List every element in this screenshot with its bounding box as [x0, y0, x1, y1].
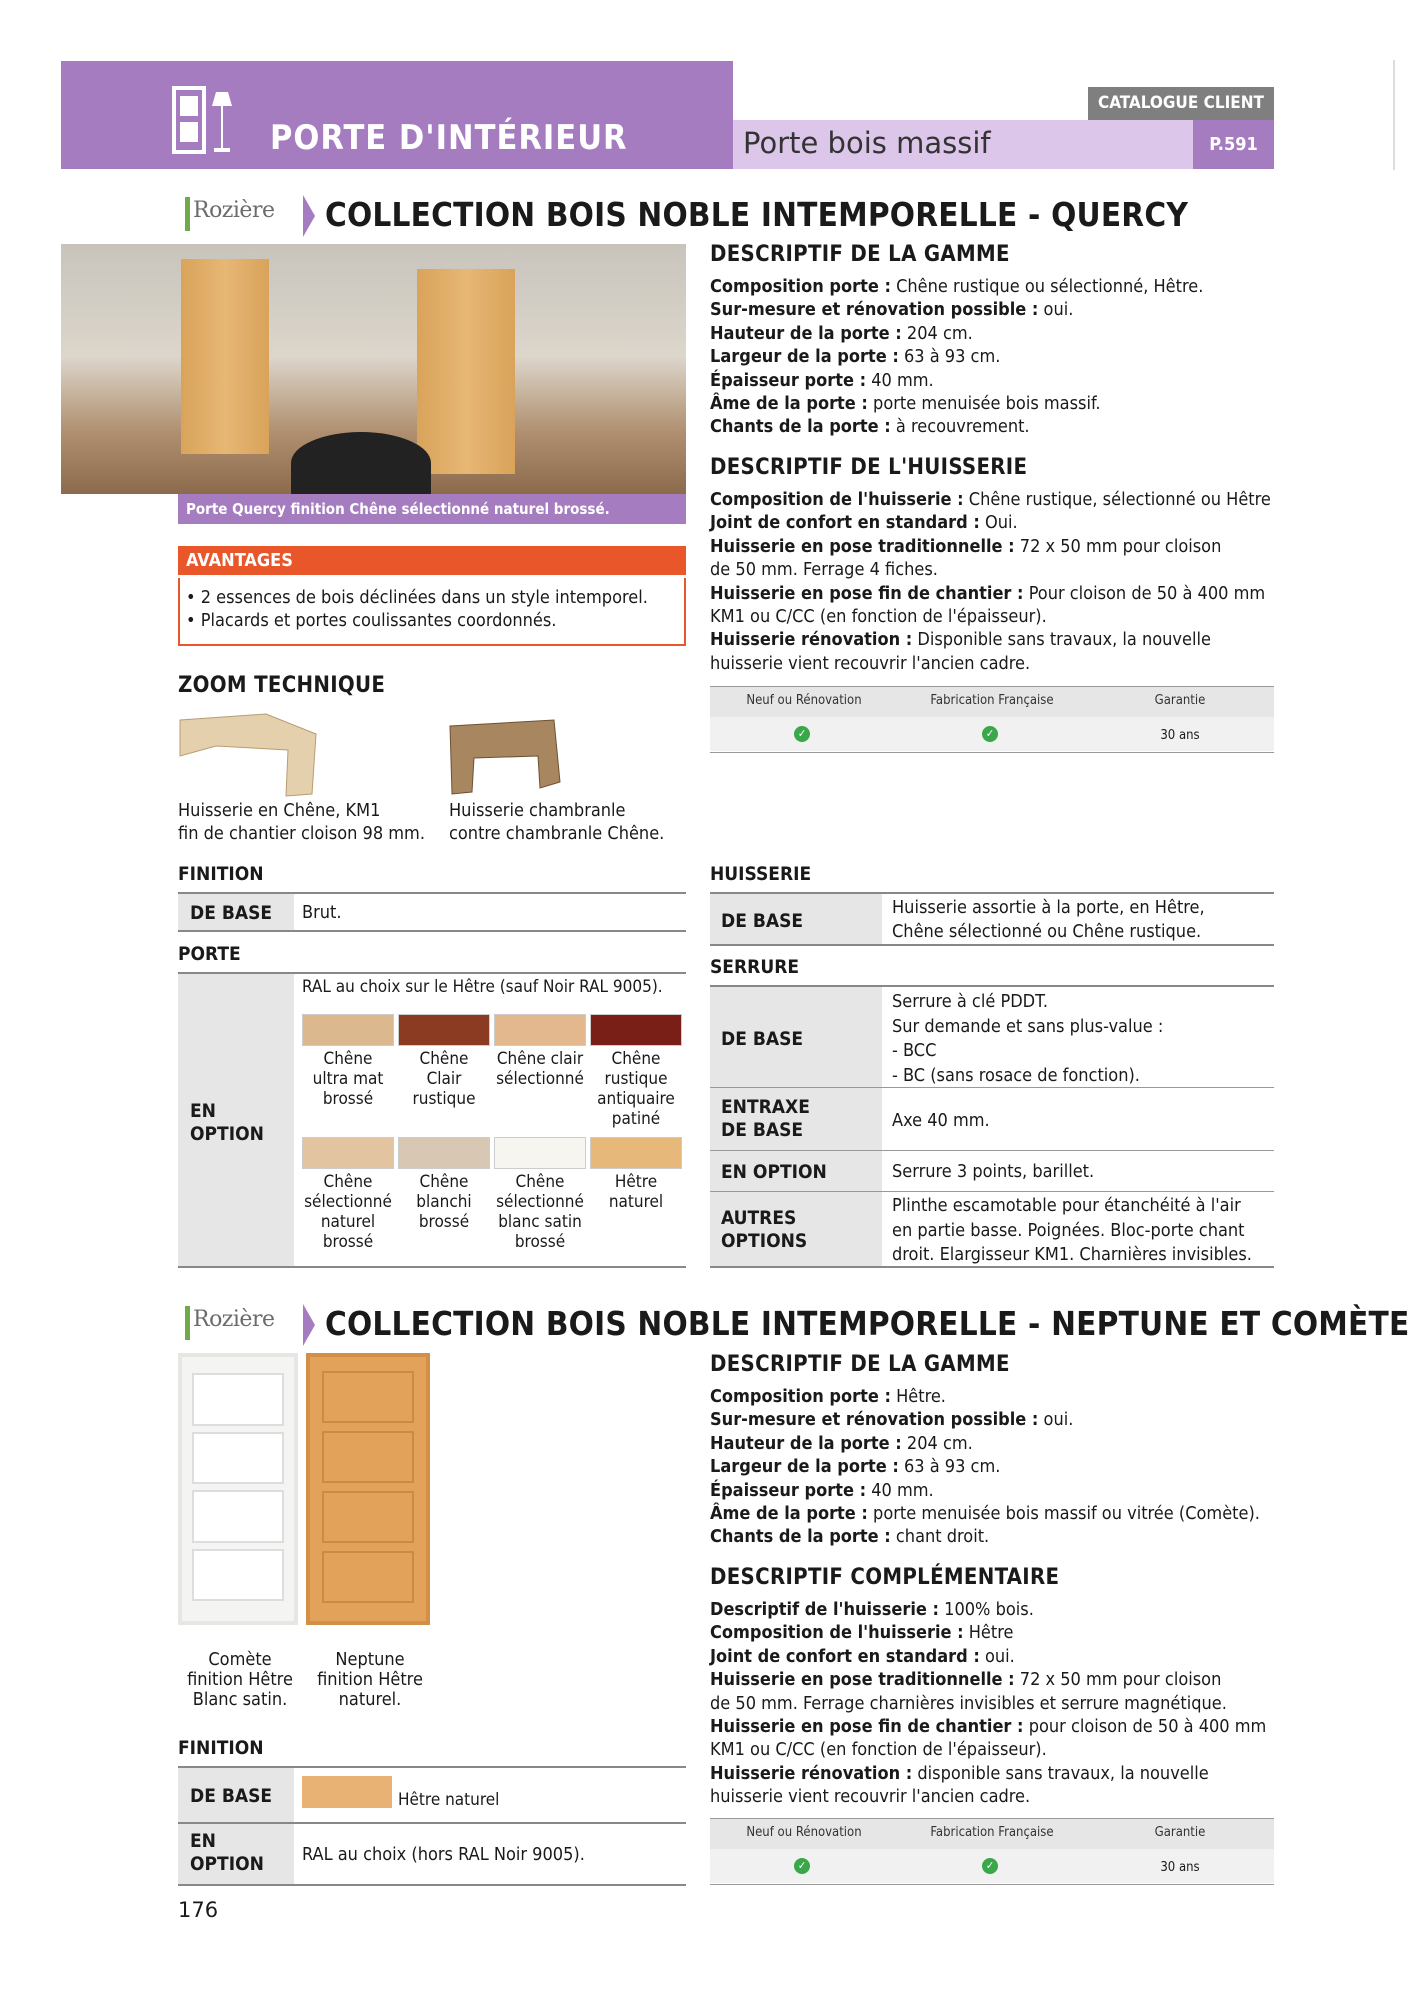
gamme-line: Hauteur de la porte : 204 cm.: [710, 322, 973, 344]
entraxe-label: ENTRAXE DE BASE: [721, 1096, 810, 1141]
huis-line: Huisserie rénovation : Disponible sans travaux, la nouvelle: [710, 629, 1211, 651]
hetre-swatch: [302, 1776, 392, 1808]
swatch-label: Chêne rustique antiquaire patiné: [597, 1049, 675, 1129]
gamme-line: Composition porte : Hêtre.: [710, 1386, 946, 1407]
comete-caption: Comète finition Hêtre Blanc satin.: [187, 1649, 293, 1710]
comp-line: Descriptif de l'huisserie : 100% bois.: [710, 1599, 1034, 1620]
neptune-door-image: [306, 1353, 430, 1625]
avantages-title: AVANTAGES: [178, 546, 686, 575]
finition-title: FINITION: [178, 863, 264, 885]
gamme-line: Âme de la porte : porte menuisée bois massif.: [710, 393, 1101, 415]
de-base-label-2: DE BASE: [190, 1785, 273, 1807]
entraxe-value: Axe 40 mm.: [892, 1110, 990, 1131]
zoom-caption-2: Huisserie chambranle contre chambranle Chêne.: [449, 800, 665, 845]
col-garantie: Garantie: [1154, 1825, 1206, 1840]
quercy-photo: [61, 244, 686, 494]
door-image-right: [417, 269, 515, 474]
gamme-title-2: DESCRIPTIF DE LA GAMME: [710, 1352, 1010, 1377]
color-swatch: [590, 1137, 682, 1169]
swatch-item: [494, 1014, 586, 1089]
divider: [1393, 60, 1395, 170]
avantages-box: [178, 578, 686, 646]
section-subtitle: Porte bois massif: [733, 120, 1193, 169]
swatch-item: [398, 1137, 490, 1232]
door-image-left: [181, 259, 269, 454]
huis-line: Joint de confort en standard : Oui.: [710, 512, 1018, 534]
gamme-line: Sur-mesure et rénovation possible : oui.: [710, 299, 1074, 321]
swatch-item: [494, 1137, 586, 1252]
color-swatch: [302, 1014, 394, 1046]
check-icon: ✓: [982, 726, 998, 742]
title-arrow-icon: [303, 195, 315, 237]
color-swatch: [494, 1014, 586, 1046]
porte-title: PORTE: [178, 943, 241, 965]
gamme-line: Sur-mesure et rénovation possible : oui.: [710, 1409, 1074, 1431]
collection-title: COLLECTION BOIS NOBLE INTEMPORELLE - NEPTUNE ET COMÈTE: [325, 1304, 1410, 1343]
swatch-label: Chêne Clair rustique: [412, 1049, 476, 1109]
gamme-line: Chants de la porte : chant droit.: [710, 1526, 990, 1548]
gamme-line: Largeur de la porte : 63 à 93 cm.: [710, 346, 1001, 368]
gamme-title: DESCRIPTIF DE LA GAMME: [710, 242, 1010, 267]
gamme-line: Épaisseur porte : 40 mm.: [710, 1479, 934, 1501]
door-lamp-icon: [172, 82, 234, 156]
serrure-base-value: Serrure à clé PDDT. Sur demande et sans plus-value : - BCC - BC (sans rosace de fonction).: [892, 991, 1164, 1086]
huis-line: Huisserie en pose fin de chantier : Pour cloison de 50 à 400 mm: [710, 582, 1266, 604]
check-icon: ✓: [982, 1858, 998, 1874]
huisserie-profile-1: [176, 710, 322, 800]
option-value-2: RAL au choix (hors RAL Noir 9005).: [302, 1844, 585, 1865]
comp-line: Huisserie en pose traditionnelle : 72 x 50 mm pour cloison: [710, 1669, 1222, 1691]
color-swatch: [302, 1137, 394, 1169]
swatch-item: [590, 1014, 682, 1129]
complementaire-title: DESCRIPTIF COMPLÉMENTAIRE: [710, 1565, 1060, 1590]
complementaire-list: [710, 1598, 1290, 1809]
de-base-label: DE BASE: [190, 902, 273, 924]
brand-logo-bar: [185, 1306, 190, 1340]
comp-line: KM1 ou C/CC (en fonction de l'épaisseur).: [710, 1739, 1047, 1761]
comp-line: Huisserie en pose fin de chantier : pour cloison de 50 à 400 mm: [710, 1716, 1267, 1738]
huis-line: KM1 ou C/CC (en fonction de l'épaisseur).: [710, 606, 1047, 628]
gamme-line: Largeur de la porte : 63 à 93 cm.: [710, 1456, 1001, 1478]
huis-line: Huisserie en pose traditionnelle : 72 x 50 mm pour cloison: [710, 535, 1222, 557]
col-garantie: Garantie: [1154, 693, 1206, 708]
color-swatch: [494, 1137, 586, 1169]
brand-logo-bar: [185, 197, 190, 231]
comete-door-image: [178, 1353, 298, 1625]
comp-line: de 50 mm. Ferrage charnières invisibles et serrure magnétique.: [710, 1692, 1227, 1714]
garantie-value: 30 ans: [1160, 1860, 1200, 1875]
swatch-item: [302, 1137, 394, 1252]
base-swatch-label: Hêtre naturel: [398, 1790, 500, 1810]
huisserie-desc-title: DESCRIPTIF DE L'HUISSERIE: [710, 455, 1028, 480]
col-neuf: Neuf ou Rénovation: [746, 693, 862, 708]
swatch-label: Hêtre naturel: [608, 1172, 664, 1212]
col-neuf: Neuf ou Rénovation: [746, 1825, 862, 1840]
option-label: EN OPTION: [721, 1161, 827, 1183]
swatch-label: Chêne clair sélectionné: [496, 1049, 584, 1089]
gamme-line: Âme de la porte : porte menuisée bois massif ou vitrée (Comète).: [710, 1503, 1260, 1525]
neptune-caption: Neptune finition Hêtre naturel.: [317, 1649, 423, 1710]
check-icon: ✓: [794, 1858, 810, 1874]
avantage-2: • Placards et portes coulissantes coordonnés.: [186, 610, 557, 632]
zoom-title: ZOOM TECHNIQUE: [178, 673, 386, 698]
swatch-item: [398, 1014, 490, 1109]
swatch-label: Chêne blanchi brossé: [416, 1172, 472, 1232]
serrure-title: SERRURE: [710, 956, 800, 978]
serrure-base-label: DE BASE: [721, 1028, 804, 1050]
section-title: PORTE D'INTÉRIEUR: [270, 118, 628, 158]
swatch-label: Chêne ultra mat brossé: [312, 1049, 384, 1109]
title-arrow-icon: [303, 1304, 315, 1346]
table-image: [291, 432, 431, 494]
color-swatch: [398, 1014, 490, 1046]
swatch-item: [590, 1137, 682, 1212]
option-value: Serrure 3 points, barillet.: [892, 1161, 1095, 1182]
gamme-line: Hauteur de la porte : 204 cm.: [710, 1432, 973, 1454]
huisserie-desc-list: [710, 488, 1290, 675]
avantage-1: • 2 essences de bois déclinées dans un style intemporel.: [186, 587, 648, 608]
finition-title-2: FINITION: [178, 1737, 264, 1759]
huis-line: Composition de l'huisserie : Chêne rustique, sélectionné ou Hêtre: [710, 489, 1271, 510]
gamme-line: Chants de la porte : à recouvrement.: [710, 416, 1030, 438]
gamme-list: [710, 275, 1280, 439]
photo-caption: Porte Quercy finition Chêne sélectionné naturel brossé.: [178, 494, 686, 524]
page-reference: P.591: [1193, 120, 1274, 169]
col-fabrication: Fabrication Française: [930, 693, 1054, 708]
huis-line: huisserie vient recouvrir l'ancien cadre.: [710, 652, 1031, 674]
huisserie-base-value: Huisserie assortie à la porte, en Hêtre, Chêne sélectionné ou Chêne rustique.: [892, 897, 1205, 942]
zoom-caption-1: Huisserie en Chêne, KM1 fin de chantier cloison 98 mm.: [178, 800, 425, 845]
check-icon: ✓: [794, 726, 810, 742]
autres-label: AUTRES OPTIONS: [721, 1207, 808, 1252]
swatch-label: Chêne sélectionné blanc satin brossé: [496, 1172, 584, 1252]
gamme-line: Épaisseur porte : 40 mm.: [710, 369, 934, 391]
col-fabrication: Fabrication Française: [930, 1825, 1054, 1840]
en-option-label-2: EN OPTION: [190, 1830, 264, 1875]
page-number: 176: [178, 1898, 219, 1922]
garantie-value: 30 ans: [1160, 728, 1200, 743]
huisserie-title: HUISSERIE: [710, 863, 812, 885]
color-swatch: [398, 1137, 490, 1169]
catalogue-badge: CATALOGUE CLIENT: [1088, 87, 1274, 120]
gamme-line: Composition porte : Chêne rustique ou sélectionné, Hêtre.: [710, 276, 1204, 297]
huisserie-base-label: DE BASE: [721, 910, 804, 932]
en-option-label: EN OPTION: [190, 1100, 264, 1145]
comp-line: huisserie vient recouvrir l'ancien cadre.: [710, 1786, 1031, 1808]
comp-line: Huisserie rénovation : disponible sans travaux, la nouvelle: [710, 1762, 1209, 1784]
color-swatch: [590, 1014, 682, 1046]
collection-title: COLLECTION BOIS NOBLE INTEMPORELLE - QUERCY: [325, 195, 1189, 234]
comp-line: Joint de confort en standard : oui.: [710, 1645, 1015, 1667]
comp-line: Composition de l'huisserie : Hêtre: [710, 1622, 1014, 1644]
autres-value: Plinthe escamotable pour étanchéité à l'air en partie basse. Poignées. Bloc-porte chant droit. Elargisseur KM1. Charnières invisibles.: [892, 1195, 1252, 1265]
huisserie-profile-2: [444, 710, 564, 800]
finition-base-value: Brut.: [302, 902, 342, 923]
gamme-list-2: [710, 1385, 1280, 1549]
huis-line: de 50 mm. Ferrage 4 fiches.: [710, 559, 938, 581]
brand-logo: Rozière: [193, 198, 275, 223]
brand-logo: Rozière: [193, 1307, 275, 1332]
swatch-item: [302, 1014, 394, 1109]
ral-note: RAL au choix sur le Hêtre (sauf Noir RAL 9005).: [302, 977, 663, 997]
swatch-label: Chêne sélectionné naturel brossé: [304, 1172, 392, 1252]
